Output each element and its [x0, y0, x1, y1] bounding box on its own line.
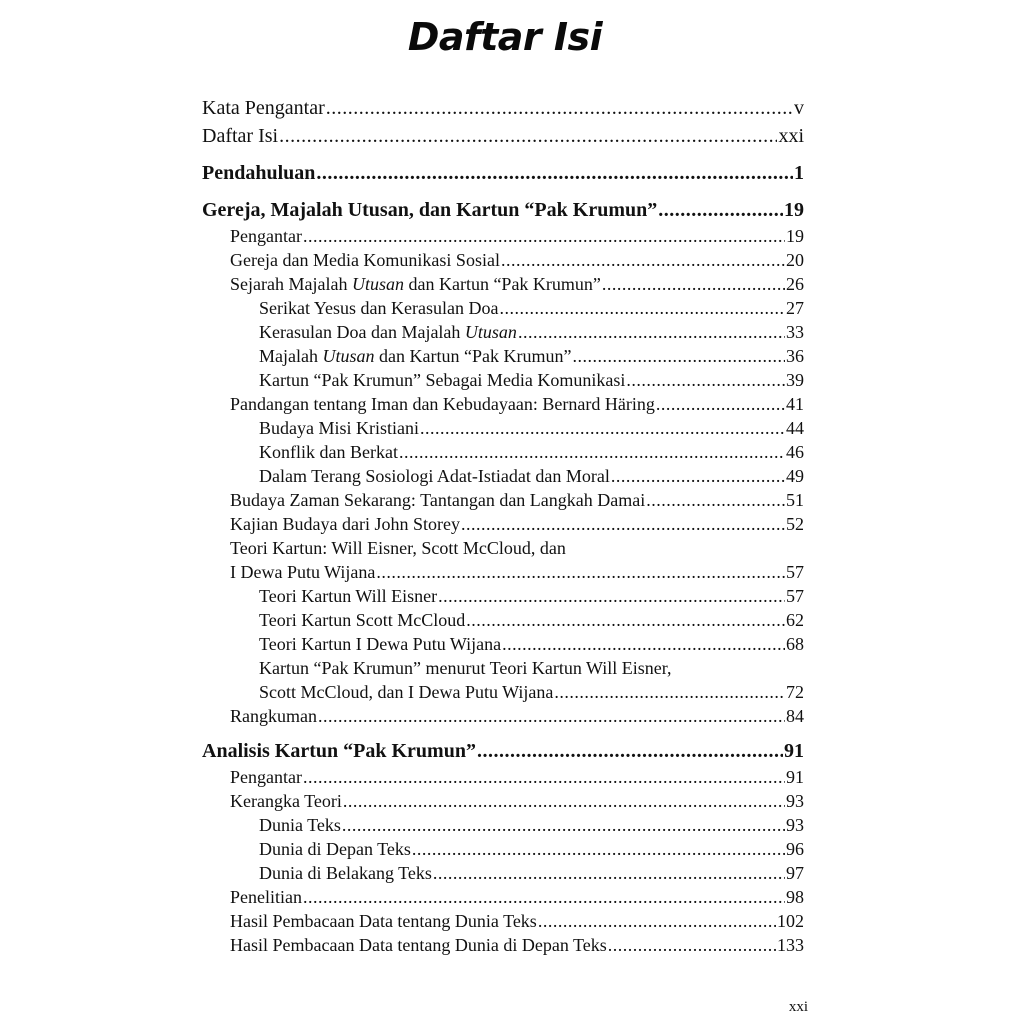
toc-entry-dunia-depan[interactable] [202, 837, 804, 861]
toc-page-number: 91 [786, 767, 804, 787]
toc-page-number: 96 [786, 839, 804, 859]
dot-leader [602, 272, 785, 296]
toc-page-number: 57 [786, 562, 804, 582]
toc-entry-label: Dunia di Belakang Teks [259, 863, 432, 883]
toc-entry-label: Kajian Budaya dari John Storey [230, 514, 460, 534]
dot-leader [303, 224, 785, 248]
toc-page-number: 49 [786, 466, 804, 486]
dot-leader [461, 512, 785, 536]
toc-entry-label: Dalam Terang Sosiologi Adat-Istiadat dan Moral [259, 466, 610, 486]
toc-entry-label: Teori Kartun Will Eisner [259, 586, 438, 606]
toc-entry-budaya-misi[interactable] [202, 416, 804, 440]
toc-entry-label: Pengantar [230, 226, 302, 246]
toc-entry-continuation [259, 680, 804, 704]
toc-entry-label: Daftar Isi [202, 125, 279, 147]
dot-leader [438, 584, 785, 608]
toc-page-number: 57 [786, 586, 804, 606]
toc-page-number: 93 [786, 791, 804, 811]
toc-entry-teori-eisner[interactable] [202, 584, 804, 608]
toc-entry-label: Budaya Misi Kristiani [259, 418, 419, 438]
dot-leader [399, 440, 785, 464]
dot-leader [279, 122, 777, 150]
dot-leader [501, 248, 785, 272]
dot-leader [646, 488, 785, 512]
toc-entry-pendahuluan[interactable] [202, 159, 804, 187]
toc-entry-hasil-depan[interactable] [202, 933, 804, 957]
italic-title: Utusan [322, 346, 375, 366]
toc-entry-label: Dunia Teks [259, 815, 341, 835]
toc-entry-pengantar-2[interactable] [202, 765, 804, 789]
toc-entry-label: Kata Pengantar [202, 97, 325, 119]
toc-page-number: 98 [786, 887, 804, 907]
toc-chapter-2[interactable] [202, 737, 804, 765]
toc-entry-label: Kerasulan Doa dan Majalah Utusan [259, 322, 517, 342]
toc-entry-kata-pengantar[interactable] [202, 94, 804, 122]
toc-page-number: 1 [794, 162, 804, 184]
dot-leader [466, 608, 785, 632]
dot-leader [626, 368, 785, 392]
toc-entry-pengantar[interactable] [202, 224, 804, 248]
page-number-folio: xxi [788, 999, 808, 1015]
toc-page-number: 46 [786, 442, 804, 462]
toc-chapter-1[interactable] [202, 196, 804, 224]
toc-entry-sejarah-majalah[interactable] [202, 272, 804, 296]
toc-page-number: 52 [786, 514, 804, 534]
toc-entry-label-line: Kartun “Pak Krumun” menurut Teori Kartun Will Eisner, [259, 658, 672, 678]
toc-entry-label: Serikat Yesus dan Kerasulan Doa [259, 298, 499, 318]
toc-page-number: 41 [786, 394, 804, 414]
toc-entry-label: Kartun “Pak Krumun” Sebagai Media Komunikasi [259, 370, 626, 390]
toc-page-number: 72 [786, 682, 804, 702]
toc-chapter-label: Analisis Kartun “Pak Krumun” [202, 740, 476, 762]
dot-leader [433, 861, 785, 885]
toc-entry-label: Gereja dan Media Komunikasi Sosial [230, 250, 500, 270]
dot-leader [316, 159, 793, 187]
toc-entry-kajian-budaya[interactable] [202, 512, 804, 536]
toc-page-number: v [794, 97, 804, 119]
toc-chapter-label: Gereja, Majalah Utusan, dan Kartun “Pak Krumun” [202, 199, 658, 221]
dot-leader [376, 560, 785, 584]
toc-page-number: 44 [786, 418, 804, 438]
toc-entry-daftar-isi[interactable] [202, 122, 804, 150]
toc-entry-kerasulan-doa[interactable] [202, 320, 804, 344]
toc-entry-label: Penelitian [230, 887, 302, 907]
toc-page-number: 91 [784, 740, 804, 762]
toc-entry-serikat-yesus[interactable] [202, 296, 804, 320]
toc-entry-label-line: Teori Kartun: Will Eisner, Scott McCloud, dan [230, 538, 566, 558]
toc-page-number: 97 [786, 863, 804, 883]
toc-entry-label: Pendahuluan [202, 162, 316, 184]
toc-entry-label: Teori Kartun Scott McCloud [259, 610, 466, 630]
dot-leader [611, 464, 785, 488]
toc-entry-kerangka-teori[interactable] [202, 789, 804, 813]
dot-leader [608, 933, 776, 957]
toc-entry-continuation [230, 560, 804, 584]
toc-entry-label: Scott McCloud, dan I Dewa Putu Wijana [259, 682, 554, 702]
toc-entry-label: Teori Kartun I Dewa Putu Wijana [259, 634, 502, 654]
toc-page-number: 93 [786, 815, 804, 835]
dot-leader [477, 737, 783, 765]
toc-entry-dalam-terang[interactable] [202, 464, 804, 488]
toc-entry-label: Dunia di Depan Teks [259, 839, 411, 859]
toc-page-number: 36 [786, 346, 804, 366]
dot-leader [326, 94, 793, 122]
italic-title: Utusan [351, 274, 404, 294]
toc-page-number: 39 [786, 370, 804, 390]
toc-page-number: 133 [777, 935, 804, 955]
toc-page-number: 33 [786, 322, 804, 342]
dot-leader [658, 196, 783, 224]
toc-entry-label: Pandangan tentang Iman dan Kebudayaan: Bernard Häring [230, 394, 655, 414]
toc-entry-label: Budaya Zaman Sekarang: Tantangan dan Langkah Damai [230, 490, 646, 510]
dot-leader [538, 909, 776, 933]
toc-entry-dunia-teks[interactable] [202, 813, 804, 837]
toc-page-number: 84 [786, 706, 804, 726]
toc-page-number: 20 [786, 250, 804, 270]
dot-leader [499, 296, 785, 320]
toc-entry-label: Hasil Pembacaan Data tentang Dunia Teks [230, 911, 537, 931]
toc-entry-label: Kerangka Teori [230, 791, 342, 811]
toc-page-number: 26 [786, 274, 804, 294]
dot-leader [303, 765, 785, 789]
toc-entry-label: Majalah Utusan dan Kartun “Pak Krumun” [259, 346, 572, 366]
toc-page-number: 51 [786, 490, 804, 510]
table-of-contents [202, 94, 804, 957]
italic-title: Utusan [464, 322, 517, 342]
toc-entry-label: Sejarah Majalah Utusan dan Kartun “Pak Krumun” [230, 274, 601, 294]
page-title: Daftar Isi [407, 15, 603, 59]
dot-leader [420, 416, 785, 440]
toc-entry-teori-wijana[interactable] [202, 632, 804, 656]
toc-entry-label: Hasil Pembacaan Data tentang Dunia di Depan Teks [230, 935, 607, 955]
dot-leader [572, 344, 785, 368]
toc-page-number: 27 [786, 298, 804, 318]
dot-leader [343, 789, 785, 813]
toc-page-number: 68 [786, 634, 804, 654]
dot-leader [518, 320, 785, 344]
dot-leader [303, 885, 785, 909]
toc-entry-label: I Dewa Putu Wijana [230, 562, 376, 582]
toc-entry-label: Konflik dan Berkat [259, 442, 398, 462]
toc-entry-gereja-media[interactable] [202, 248, 804, 272]
toc-entry-hasil-teks[interactable] [202, 909, 804, 933]
dot-leader [554, 680, 785, 704]
toc-entry-teori-mccloud[interactable] [202, 608, 804, 632]
dot-leader [342, 813, 785, 837]
dot-leader [656, 392, 785, 416]
toc-page-number: xxi [778, 125, 804, 147]
toc-entry-budaya-zaman[interactable] [202, 488, 804, 512]
dot-leader [318, 704, 785, 728]
toc-entry-kartun-media[interactable] [202, 368, 804, 392]
toc-page-number: 19 [786, 226, 804, 246]
toc-page-number: 62 [786, 610, 804, 630]
toc-page-number: 19 [784, 199, 804, 221]
dot-leader [412, 837, 785, 861]
toc-entry-label: Rangkuman [230, 706, 317, 726]
toc-entry-majalah-utusan[interactable] [202, 344, 804, 368]
toc-entry-penelitian[interactable] [202, 885, 804, 909]
dot-leader [502, 632, 785, 656]
toc-page-number: 102 [777, 911, 804, 931]
toc-entry-konflik[interactable] [202, 440, 804, 464]
toc-entry-label: Pengantar [230, 767, 302, 787]
toc-entry-kartun-menurut[interactable] [202, 656, 804, 704]
toc-entry-rangkuman[interactable] [202, 704, 804, 728]
toc-entry-pandangan[interactable] [202, 392, 804, 416]
toc-entry-teori-kartun[interactable] [202, 536, 804, 584]
toc-entry-dunia-belakang[interactable] [202, 861, 804, 885]
